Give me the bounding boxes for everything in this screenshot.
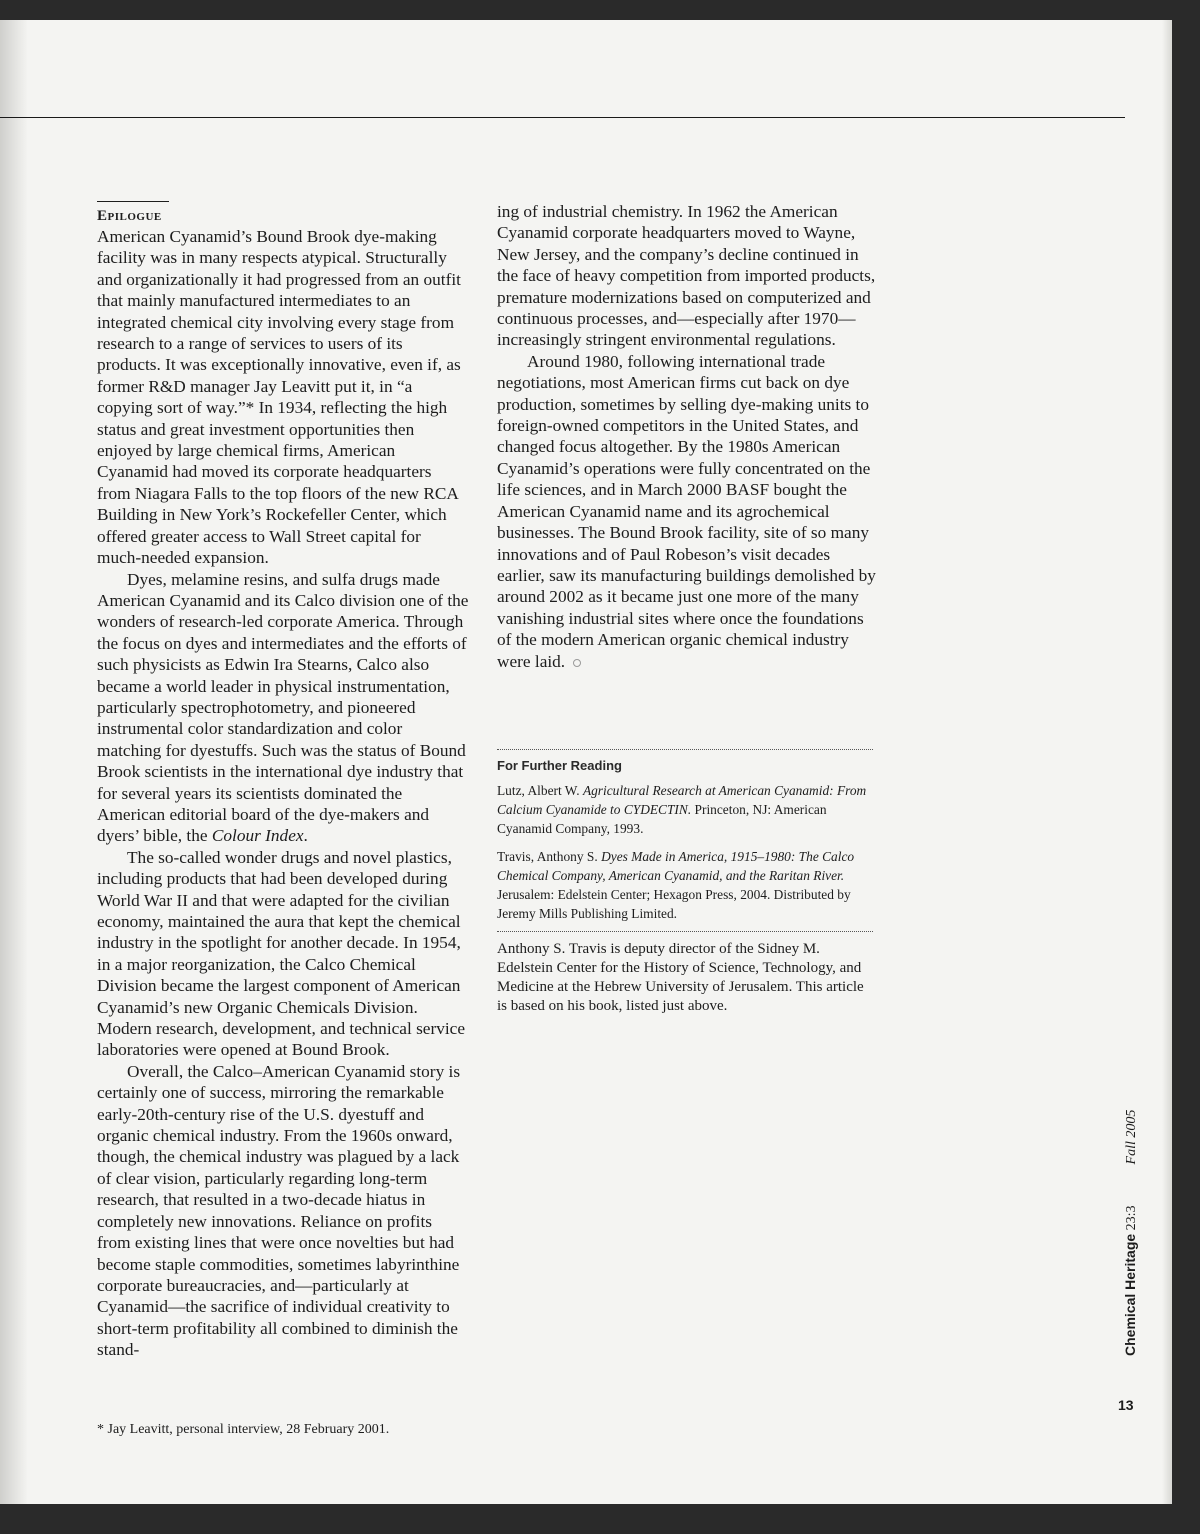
- reference-publisher: Princeton, NJ: American Cyanamid Company, 1993.: [497, 802, 827, 836]
- paragraph: ing of industrial chemistry. In 1962 the American Cyanamid corporate headquarters moved to Wayne, New Jersey, and the company’s decline continued in the face of heavy competition from imported products, premature modernizations based on computerized and continuous processes, and—especially after 1970—increasingly stringent environmental regulations.: [497, 202, 876, 350]
- reference-item: [497, 781, 873, 838]
- issue-date: Fall 2005: [1124, 1109, 1139, 1165]
- magazine-name: Chemical Heritage: [1122, 1233, 1138, 1356]
- further-reading: [497, 749, 873, 932]
- page-edge: [1162, 20, 1172, 1504]
- right-column: [497, 201, 877, 672]
- paragraph-text: Around 1980, following international trade negotiations, most American firms cut back on dye production, sometimes by selling dye-making units to foreign-owned competitors in the United States, and changed focus altogether. By the 1980s American Cyanamid’s operations were fully concentrated on the life sciences, and in March 2000 BASF bought the American Cyanamid name and its agrochemical businesses. The Bound Brook facility, site of so many innovations and of Paul Robeson’s visit decades earlier, saw its manufacturing buildings demolished by around 2002 as it became just one more of the many vanishing industrial sites where once the foundations of the modern American organic chemical industry were laid.: [497, 351, 876, 671]
- author-bio: Anthony S. Travis is deputy director of the Sidney M. Edelstein Center for the History of Science, Technology, and Medicine at the Hebrew University of Jerusalem. This article is based on his book, listed just above.: [497, 931, 873, 1016]
- issue-number: 23:3: [1124, 1205, 1139, 1231]
- reference-publisher: Jerusalem: Edelstein Center; Hexagon Press, 2004. Distributed by Jeremy Mills Publishing Limited.: [497, 887, 851, 921]
- italic-title: Colour Index: [211, 826, 304, 846]
- reference-item: [497, 847, 873, 923]
- left-column: [97, 201, 469, 1361]
- paragraph: American Cyanamid’s Bound Brook dye-making facility was in many respects atypical. Structurally and organizationally it had progressed from an outfit that mainly manufactured intermediates to an integrated chemical city involving every stage from research to a range of services to users of its products. It was exceptionally innovative, even if, as former R&D manager Jay Leavitt put it, in “a copying sort of way.”* In 1934, reflecting the high status and great investment opportunities then enjoyed by large chemical firms, American Cyanamid had moved its corporate headquarters from Niagara Falls to the top floors of the new RCA Building in New York’s Rockefeller Center, which offered greater access to Wall Street capital for much-needed expansion.: [97, 227, 461, 568]
- reference-title: Dyes Made in America, 1915–1980: The Calco Chemical Company, American Cyanamid, and the Raritan River.: [497, 849, 855, 883]
- reference-title: Agricultural Research at American Cyanamid: From Calcium Cyanamide to CYDECTIN.: [497, 783, 867, 817]
- paragraph: [97, 569, 469, 847]
- footnote: * Jay Leavitt, personal interview, 28 February 2001.: [97, 1422, 390, 1437]
- further-reading-title: For Further Reading: [497, 758, 622, 773]
- end-mark-icon: [573, 659, 581, 667]
- paragraph: Overall, the Calco–American Cyanamid story is certainly one of success, mirroring the remarkable early-20th-century rise of the U.S. dyestuff and organic chemical industry. From the 1960s onward, though, the chemical industry was plagued by a lack of clear vision, particularly regarding long-term research, that resulted in a two-decade hiatus in completely new innovations. Reliance on profits from existing lines that were once novelties but had become staple commodities, sometimes labyrinthine corporate bureaucracies, and—particularly at Cyanamid—the sacrifice of individual creativity to short-term profitability all combined to diminish the stand-: [97, 1061, 461, 1360]
- magazine-page: [0, 20, 1172, 1504]
- reference-author: Lutz, Albert W.: [497, 783, 580, 798]
- paragraph: The so-called wonder drugs and novel plastics, including products that had been developed during World War II and that were adapted for the civilian economy, maintained the aura that kept the chemical industry in the spotlight for another decade. In 1954, in a major reorganization, the Calco Chemical Division became the largest component of American Cyanamid’s new Organic Chemicals Division. Modern research, development, and technical service laboratories were opened at Bound Brook.: [97, 847, 466, 1060]
- running-footer: [1122, 1110, 1140, 1356]
- paragraph: [497, 351, 877, 672]
- page-number: 13: [1118, 1397, 1134, 1413]
- binding-gutter: [0, 20, 28, 1504]
- paragraph-text: Dyes, melamine resins, and sulfa drugs made American Cyanamid and its Calco division one of the wonders of research-led corporate America. Through the focus on dyes and intermediates and the efforts of such physicists as Edwin Ira Stearns, Calco also became a world leader in physical instrumentation, particularly spectrophotometry, and pioneered instrumental color standardization and color matching for dyestuffs. Such was the status of Bound Brook scientists in the international dye industry that for several years its scientists dominated the American editorial board of the dye-makers and dyers’ bible, the Colour Index.: [97, 569, 469, 846]
- header-rule: [0, 117, 1125, 118]
- reference-author: Travis, Anthony S.: [497, 849, 598, 864]
- heading-rule: [97, 201, 169, 202]
- section-heading: Epilogue: [97, 208, 162, 224]
